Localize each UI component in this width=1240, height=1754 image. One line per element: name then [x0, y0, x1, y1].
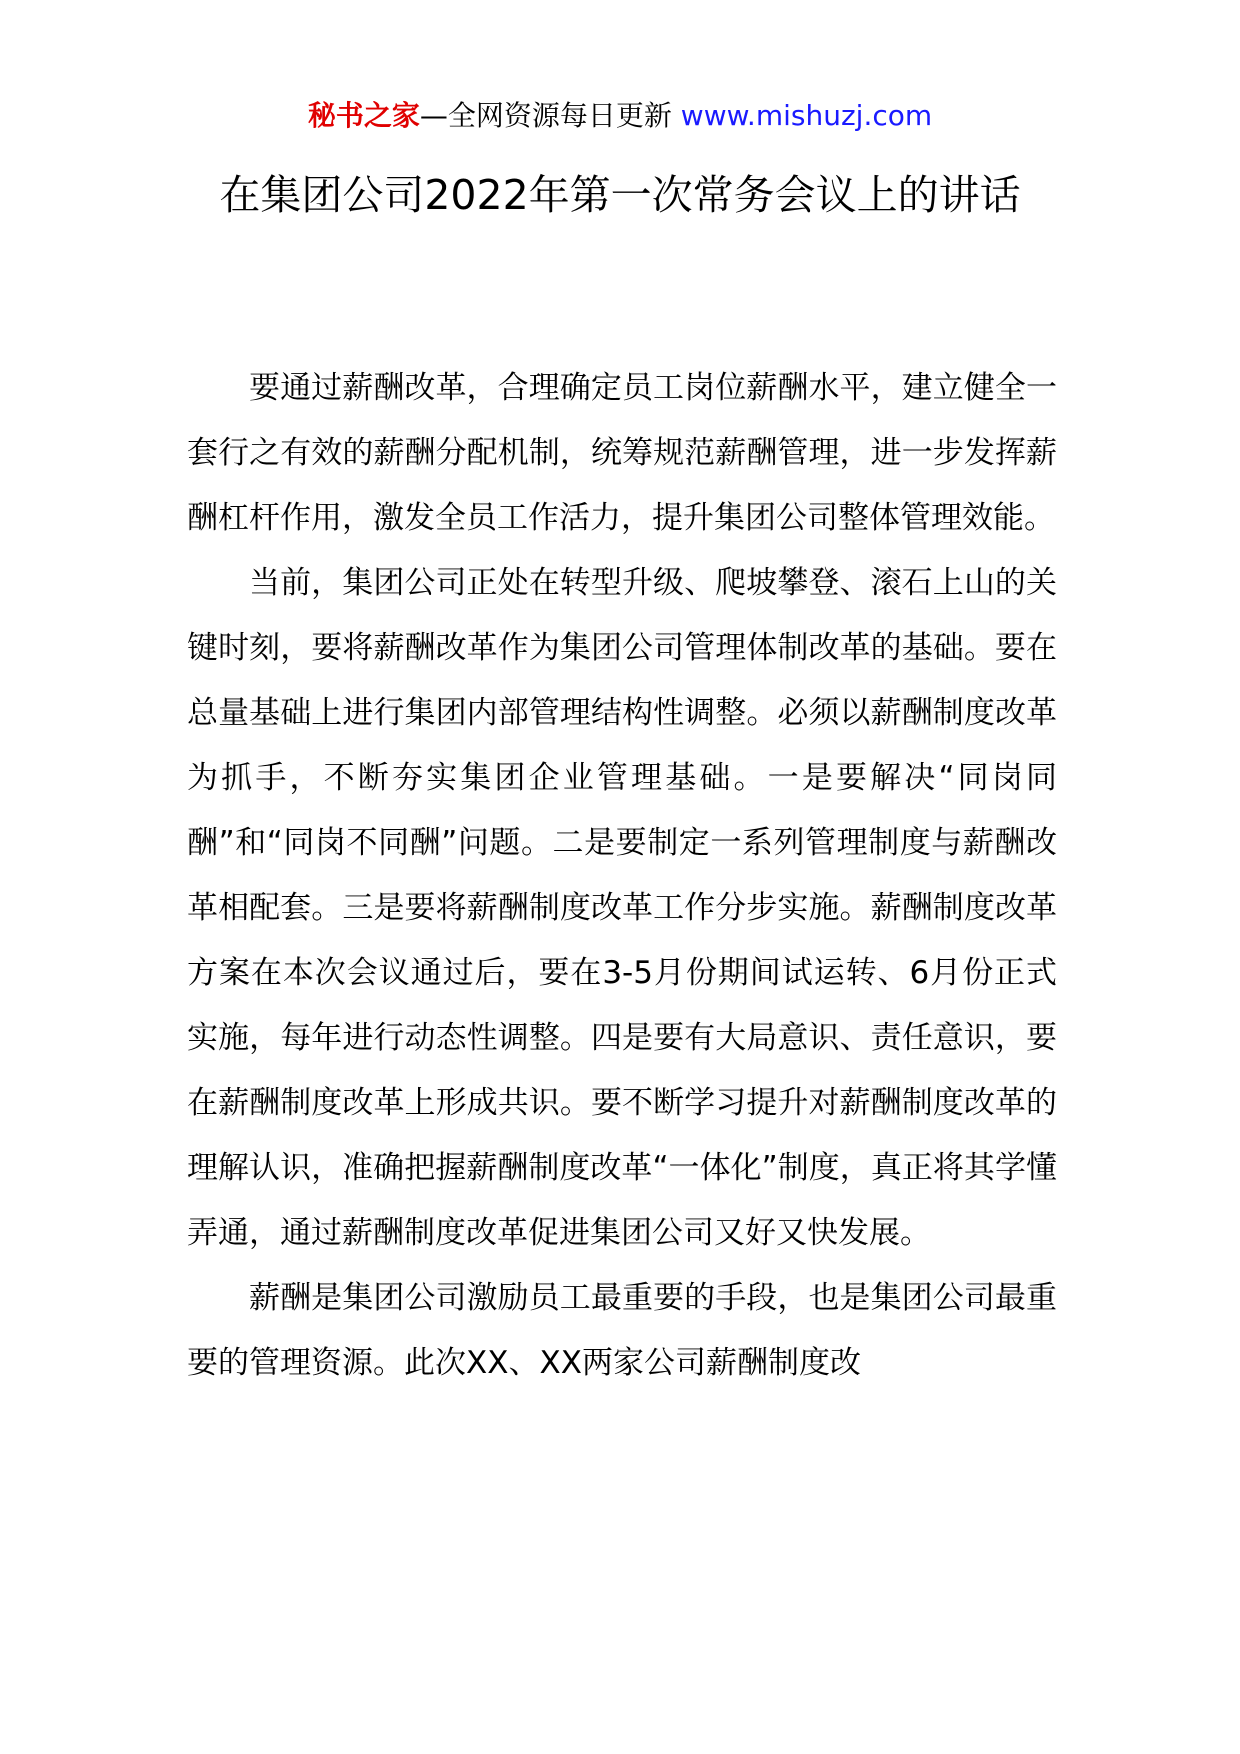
document-title: 在集团公司2022年第一次常务会议上的讲话 [219, 171, 1021, 219]
paragraph: 当前，集团公司正处在转型升级、爬坡攀登、滚石上山的关键时刻，要将薪酬改革作为集团公司管理体制改革的基础。要在总量基础上进行集团内部管理结构性调整。必须以薪酬制度改革为抓手，不断夯实集团企业管理基础。一是要解决“同岗同酬”和“同岗不同酬”问题。二是要制定一系列管理制度与薪酬改革相配套。三是要将薪酬制度改革工作分步实施。薪酬制度改革方案在本次会议通过后，要在3-5月份期间试运转、6月份正式实施，每年进行动态性调整。四是要有大局意识、责任意识，要在薪酬制度改革上形成共识。要不断学习提升对薪酬制度改革的理解认识，准确把握薪酬制度改革“一体化”制度，真正将其学懂弄通，通过薪酬制度改革促进集团公司又好又快发展。 [187, 565, 1057, 1251]
brand-name: 秘书之家 [307, 99, 420, 132]
header-tagline: —全网资源每日更新 [419, 99, 672, 132]
site-url-link[interactable]: www.mishuzj.com [680, 99, 933, 132]
paragraph: 要通过薪酬改革，合理确定员工岗位薪酬水平，建立健全一套行之有效的薪酬分配机制，统筹规范薪酬管理，进一步发挥薪酬杠杆作用，激发全员工作活力，提升集团公司整体管理效能。 [187, 370, 1057, 536]
site-header [0, 96, 1240, 136]
document-body [187, 356, 1057, 1396]
paragraph: 薪酬是集团公司激励员工最重要的手段，也是集团公司最重要的管理资源。此次XX、XX两家公司薪酬制度改 [187, 1280, 1057, 1381]
